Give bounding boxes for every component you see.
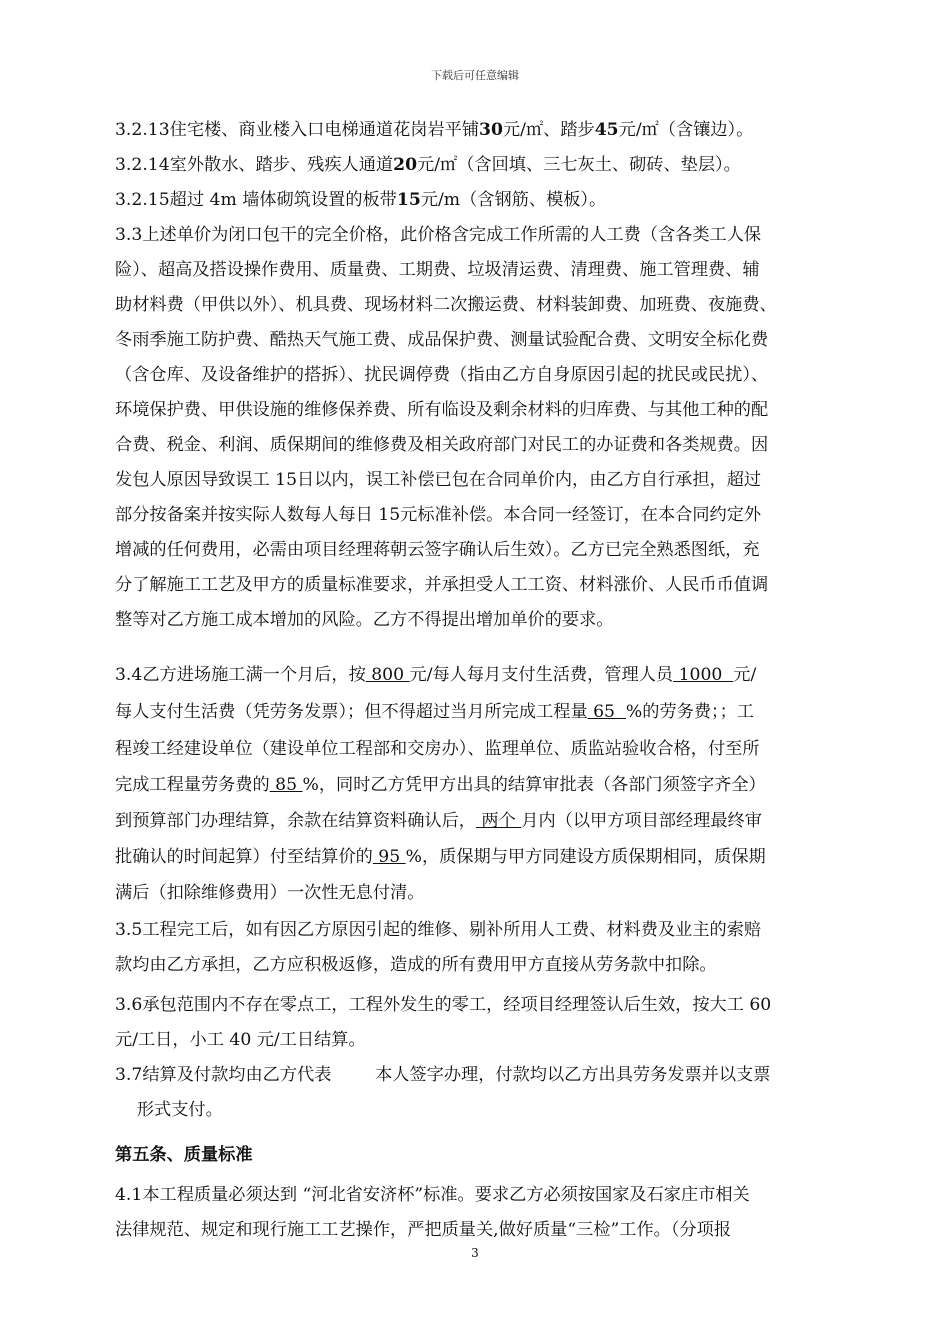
- text-line: [115, 845, 766, 869]
- text-line: [115, 573, 768, 597]
- text-segment: 分了解施工工艺及甲方的质量标准要求，并承担受人工工资、材料涨价、人民币币值调: [115, 575, 769, 595]
- text-line: [115, 953, 717, 977]
- text-segment: 环境保护费、甲供设施的维修保养费、所有临设及剩余材料的归库费、与其他工种的配: [115, 400, 769, 420]
- text-line: [115, 1028, 366, 1052]
- text-segment: %，同时乙方凭甲方出具的结算审批表（各部门须签字齐全）: [302, 775, 766, 795]
- text-segment: 完成工程量劳务费的: [115, 775, 270, 795]
- text-line: [115, 118, 753, 142]
- text-line: [115, 258, 760, 282]
- text-segment: 4.1本工程质量必须达到 “河北省安济杯”标准。要求乙方必须按国家及石家庄市相关: [115, 1185, 750, 1205]
- text-line: [115, 1143, 253, 1167]
- text-segment: 元/工日，小工 40 元/工日结算。: [115, 1030, 366, 1050]
- text-segment: 30: [479, 120, 503, 140]
- text-segment: 85: [269, 775, 303, 795]
- text-segment: 1000: [673, 665, 734, 685]
- text-line: [115, 881, 424, 905]
- page-number: 3: [471, 1246, 479, 1260]
- text-segment: 800: [365, 665, 410, 685]
- text-line: [115, 188, 606, 212]
- text-line: [115, 328, 768, 352]
- text-segment: 发包人原因导致误工 15日以内，误工补偿已包在合同单价内，由乙方自行承担，超过: [115, 470, 762, 490]
- text-segment: 批确认的时间起算）付至结算价的: [115, 847, 373, 867]
- text-line: [115, 223, 761, 247]
- text-segment: 到预算部门办理结算，余款在结算资料确认后，: [115, 811, 476, 831]
- text-segment: 每人支付生活费（凭劳务发票）；但不得超过当月所完成工程量: [115, 702, 588, 722]
- text-segment: 15: [396, 190, 421, 210]
- text-line: [115, 503, 761, 527]
- text-line: [115, 538, 760, 562]
- text-segment: 整等对乙方施工成本增加的风险。乙方不得提出增加单价的要求。: [115, 610, 614, 630]
- text-line: [115, 700, 754, 724]
- page-header: 下载后可任意编辑: [431, 69, 519, 82]
- text-line: [115, 153, 741, 177]
- text-line: [115, 809, 762, 833]
- text-segment: 部分按备案并按实际人数每人每日 15元标准补偿。本合同一经签订，在本合同约定外: [115, 505, 762, 525]
- text-segment: 合费、税金、利润、质保期间的维修费及相关政府部门对民工的办证费和各类规费。因: [115, 435, 769, 455]
- text-segment: 助材料费（甲供以外）、机具费、现场材料二次搬运费、材料装卸费、加班费、夜施费、: [115, 295, 777, 315]
- text-line: [115, 1063, 770, 1087]
- text-segment: 款均由乙方承担，乙方应积极返修，造成的所有费用甲方直接从劳务款中扣除。: [115, 955, 717, 975]
- text-segment: 冬雨季施工防护费、酷热天气施工费、成品保护费、测量试验配合费、文明安全标化费: [115, 330, 769, 350]
- text-segment: 两个: [475, 811, 522, 831]
- text-line: [115, 468, 761, 492]
- text-line: [115, 773, 766, 797]
- text-line: [115, 398, 768, 422]
- text-segment: 3.2.14室外散水、踏步、残疾人通道: [115, 155, 394, 175]
- text-segment: 3.2.15超过 4m 墙体砌筑设置的板带: [115, 190, 397, 210]
- text-segment: 险）、超高及搭设操作费用、质量费、工期费、垃圾清运费、清理费、施工管理费、辅: [115, 260, 760, 280]
- text-line: [115, 608, 613, 632]
- text-segment: 程竣工经建设单位（建设单位工程部和交房办）、监理单位、质监站验收合格，付至所: [115, 739, 760, 759]
- text-line: [115, 433, 768, 457]
- text-segment: 3.2.13住宅楼、商业楼入口电梯通道花岗岩平铺: [115, 120, 480, 140]
- text-segment: 元/㎡（含镶边）。: [618, 120, 754, 140]
- text-line: [115, 993, 771, 1017]
- text-line: [115, 1183, 750, 1207]
- text-line: [115, 293, 777, 317]
- text-segment: 3.4乙方进场施工满一个月后，按: [115, 665, 366, 685]
- text-segment: 元/每人每月支付生活费，管理人员: [409, 665, 674, 685]
- text-line: [115, 1098, 223, 1122]
- text-segment: 3.5工程完工后，如有因乙方原因引起的维修、剔补所用人工费、材料费及业主的索赔: [115, 920, 762, 940]
- text-segment: 增减的任何费用，必需由项目经理蒋朝云签字确认后生效）。乙方已完全熟悉图纸，充: [115, 540, 760, 560]
- text-segment: %，质保期与甲方同建设方质保期相同，质保期: [405, 847, 766, 867]
- text-segment: 元/㎡、踏步: [502, 120, 595, 140]
- text-segment: （含仓库、及设备维护的搭拆）、扰民调停费（指由乙方自身原因引起的扰民或民扰）、: [115, 365, 769, 385]
- text-line: [115, 1218, 731, 1242]
- text-line: [115, 663, 756, 687]
- text-segment: 20: [393, 155, 418, 175]
- text-segment: 形式支付。: [115, 1100, 223, 1120]
- text-segment: 3.3上述单价为闭口包干的完全价格，此价格含完成工作所需的人工费（含各类工人保: [115, 225, 762, 245]
- text-segment: 月内（以甲方项目部经理最终审: [521, 811, 762, 831]
- text-line: [115, 737, 760, 761]
- text-segment: %的劳务费；；工: [625, 702, 754, 722]
- text-segment: 3.6承包范围内不存在零点工，工程外发生的零工，经项目经理签认后生效，按大工 60: [115, 995, 772, 1015]
- text-line: [115, 363, 768, 387]
- text-line: [115, 918, 761, 942]
- text-segment: 45: [594, 120, 619, 140]
- text-segment: 法律规范、规定和现行施工工艺操作，严把质量关,做好质量“三检”工作。（分项报: [115, 1220, 732, 1240]
- text-segment: 元/m（含钢筋、模板）。: [420, 190, 607, 210]
- text-segment: 元/㎡（含回填、三七灰土、砌砖、垫层）。: [417, 155, 741, 175]
- text-segment: 95: [372, 847, 406, 867]
- text-segment: 3.7结算及付款均由乙方代表 本人签字办理，付款均以乙方出具劳务发票并以支票: [115, 1065, 771, 1085]
- text-segment: 满后（扣除维修费用）一次性无息付清。: [115, 883, 425, 903]
- section-heading: 第五条、质量标准: [115, 1145, 253, 1165]
- text-segment: 65: [587, 702, 626, 722]
- text-segment: 元/: [733, 665, 757, 685]
